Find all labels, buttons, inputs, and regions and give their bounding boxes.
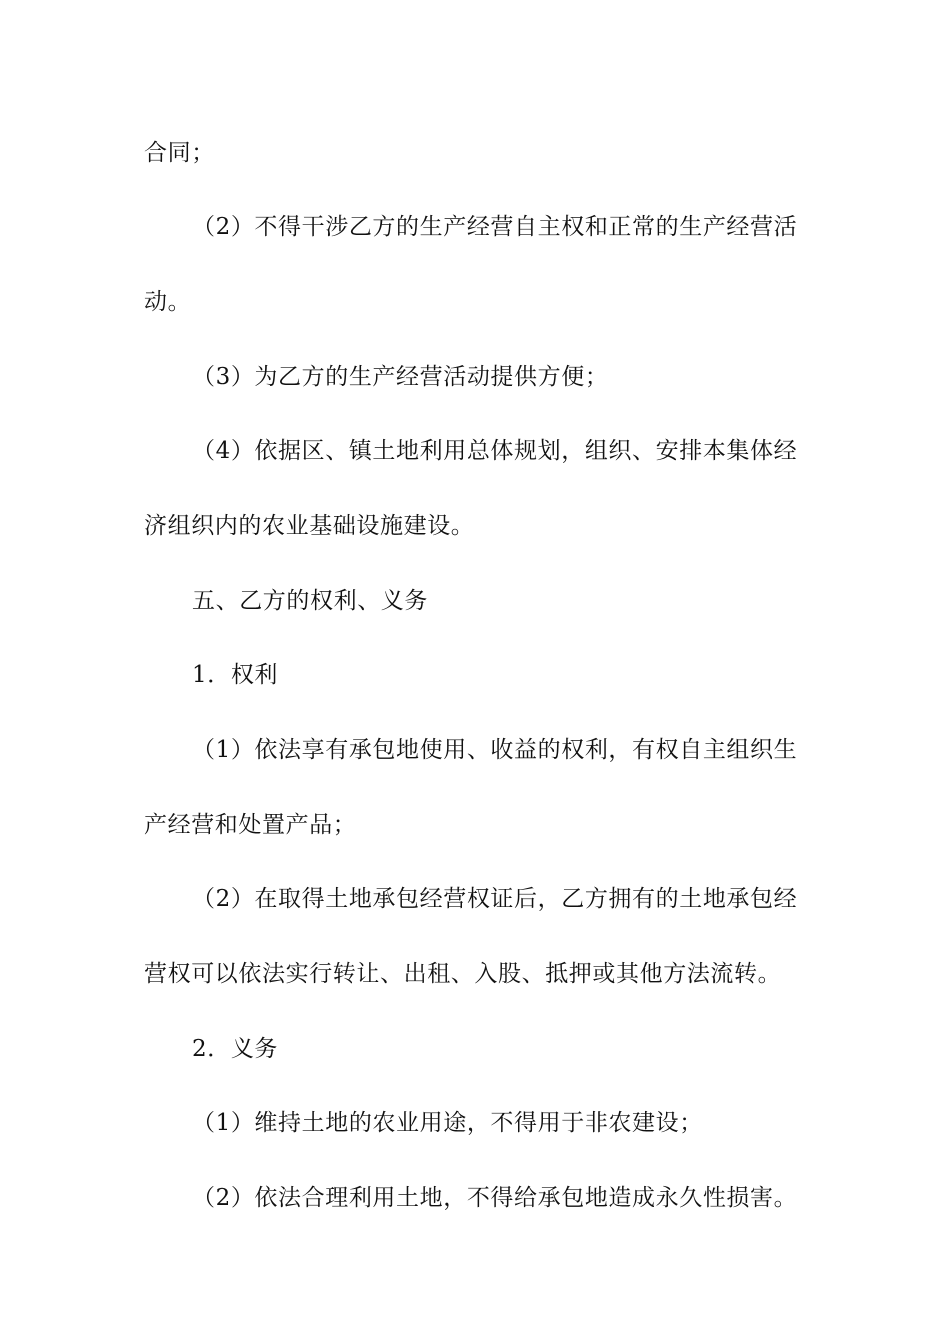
text-line: （2）依法合理利用土地，不得给承包地造成永久性损害。	[192, 1185, 798, 1211]
text-line: （4）依据区、镇土地利用总体规划，组织、安排本集体经	[192, 438, 798, 464]
text-line: 济组织内的农业基础设施建设。	[144, 513, 475, 539]
text-line: （3）为乙方的生产经营活动提供方便；	[192, 364, 609, 390]
text-line: 合同；	[144, 140, 215, 166]
text-line: （2）不得干涉乙方的生产经营自主权和正常的生产经营活	[192, 214, 798, 240]
subsection-heading: 2．义务	[192, 1036, 279, 1062]
text-line: 营权可以依法实行转让、出租、入股、抵押或其他方法流转。	[144, 961, 782, 987]
section-heading: 五、乙方的权利、义务	[192, 588, 428, 614]
subsection-heading: 1．权利	[192, 662, 279, 688]
text-line: （2）在取得土地承包经营权证后，乙方拥有的土地承包经	[192, 886, 798, 912]
text-line: 产经营和处置产品；	[144, 812, 357, 838]
text-line: （1）维持土地的农业用途，不得用于非农建设；	[192, 1110, 703, 1136]
text-line: （1）依法享有承包地使用、收益的权利，有权自主组织生	[192, 737, 798, 763]
text-line: 动。	[144, 289, 192, 315]
